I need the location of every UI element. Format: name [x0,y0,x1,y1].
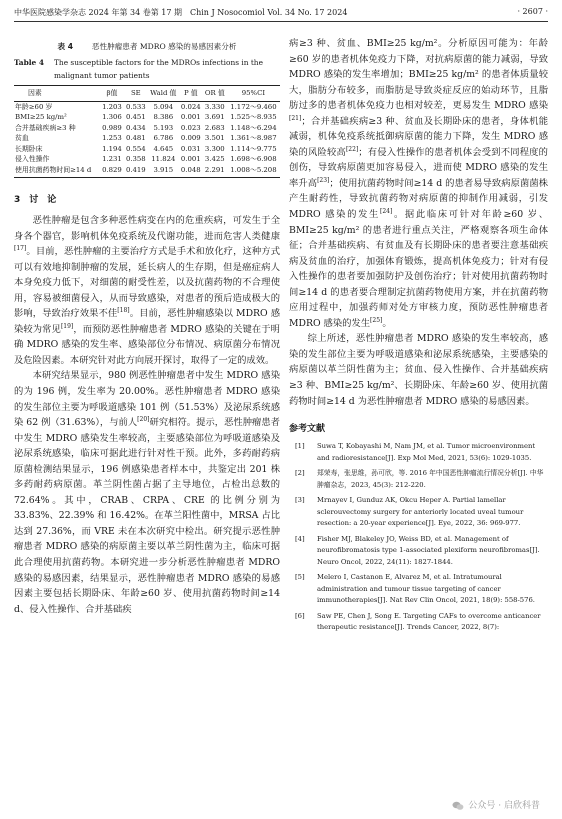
journal-citation: 中华医院感染学杂志 2024 年第 34 卷第 17 期 Chin J Nosocomiol Vol. 34 No. 17 2024 [14,8,348,17]
value-cell: 1.114～9.775 [230,144,277,153]
table-caption-cn [14,41,280,53]
value-cell: 3.425 [204,155,225,163]
header-rule [14,21,548,22]
reference-text: Suwa T, Kobayashi M, Nam JM, et al. Tumor microenvironment and radioresistance[J]. Exp Mol Med, 2021, 53(6): 1029-1035. [317,442,536,462]
factor-cell: 贫血 [15,134,29,142]
body-paragraph: 本研究结果显示，980 例恶性肿瘤患者中发生 MDRO 感染的为 196 例，发生率为 20.00%。恶性肿瘤患者 MDRO 感染的发生部位主要为呼吸道感染 101 例（51.53%）及泌尿系统感染 62 例（31.63%），与前人[20]研究相符。提示，恶性肿瘤患者中发生 MDRO 感染发生率较高，主要感染部位为呼吸道感染及泌尿系统感染，临床可据此进行针对性干预。此外，多药耐药病原菌检测结果显示，196 例感染患者样本中，共鉴定出 201 株多药耐药病原菌。革兰阴性菌占据了主导地位，占检出总数的 72.64%。其中，CRAB、CRPA、CRE 的比例分别为 33.83%、22.39% 和 16.42%。在革兰阳性菌中，MRSA 占比达到 27.36%，而 VRE 未在本次研究中检出。研究提示恶性肿瘤患者 MDRO 感染的病原菌主要以革兰阴性菌为主，临床可据此合理使用抗菌药物。本研究进一步分析恶性肿瘤患者 MDRO 感染的易感因素，结果显示，恶性肿瘤患者 MDRO 感染的易感因素主要包括长期卧床、年龄≥60 岁、使用抗菌药物时间≥14 d、侵入性操作、合并基础疾 [14,370,280,615]
value-cell: 1.231 [102,155,122,163]
value-cell: 0.001 [180,155,201,163]
col-header: P 值 [179,86,203,102]
body-paragraph: 恶性肿瘤是包含多种恶性病变在内的危重疾病，可发生于全身各个器官，影响机体免疫系统及代谢功能，进而危害人类健康[17]。目前，恶性肿瘤的主要治疗方式是手术和放化疗，这种方式可以有效地抑制肿瘤的发展，延长病人的生存期，但是癌症病人本身免疫力低下，对细菌的耐受性差，以及抗菌药物的不合理使用，容易被细菌侵入，从而导致感染，对患者的预后造成极大的影响，导致治疗效果不佳[18]。目前，恶性肿瘤感染以 MDRO 感染较为常见[19]，而预防恶性肿瘤患者 MDRO 感染的关键在于明确 MDRO 感染的发生率、感染部位分布情况、病原菌分布情况及危险因素。本研究针对此方向展开探讨，取得了一定的成效。 [14,215,280,366]
reference-number: [3] [295,496,305,505]
col-header: SE [124,86,148,102]
page-number: · 2607 · [517,7,548,16]
running-header [14,7,548,21]
reference-text: Melero I, Castanon E, Alvarez M, et al. Intratumoural administration and tumour tissue targeting of cancer immunotherapies[J]. Nat Rev Clin Oncol, 2021, 18(9): 558-576. [317,573,535,605]
value-cell: 2.291 [203,165,227,178]
table-row [14,101,280,112]
value-cell: 0.451 [125,113,146,121]
table-row [14,133,280,144]
watermark [452,798,540,811]
value-cell: 1.008～5.208 [227,165,280,178]
value-cell: 1.253 [102,134,122,142]
table-row [14,112,280,123]
reference-number: [2] [295,469,305,478]
value-cell: 1.361～8.987 [230,134,277,142]
reference-item [289,534,548,569]
value-cell: 6.786 [153,134,174,142]
value-cell: 0.031 [180,144,201,153]
reference-number: [6] [295,611,305,620]
factor-cell: BMI≥25 kg/m² [15,113,67,121]
table-title-cn: 恶性肿瘤患者 MDRO 感染的易感因素分析 [91,42,237,51]
value-cell: 1.203 [102,102,122,111]
col-header: 95%CI [227,86,280,102]
reference-number: [4] [295,534,305,543]
section-heading: 3 讨 论 [14,195,57,205]
watermark-text: 公众号 · 启欣科普 [468,801,540,811]
reference-text: 郑荣寿，张思维，孙可欣，等. 2016 年中国恶性肿瘤流行情况分析[J]. 中华肿瘤杂志，2023, 45(3): 212-220. [317,469,544,489]
table-row [14,165,280,178]
risk-factor-table [14,85,280,178]
value-cell: 2.683 [204,123,225,132]
value-cell: 0.554 [125,144,146,153]
value-cell: 3.915 [148,165,179,178]
value-cell: 1.698～6.908 [230,155,277,163]
col-header: 因素 [14,86,100,102]
table-body [14,101,280,178]
references-heading: 参考文献 [289,424,326,435]
reference-item [289,495,548,530]
value-cell: 0.533 [125,102,146,111]
table-number-cn: 表 4 [57,42,74,51]
wechat-icon [452,801,464,811]
value-cell: 8.386 [153,113,174,121]
reference-item [289,572,548,607]
value-cell: 11.824 [151,155,176,163]
reference-number: [5] [295,573,305,582]
reference-text: Fisher MJ, Blakeley JO, Weiss BD, et al. Management of neurofibromatosis type 1-associated plexiform neurofibromas[J]. Neuro Oncol, 2022, 24(11): 1827-1844. [317,534,540,566]
value-cell: 0.001 [180,113,201,121]
value-cell: 1.172～9.460 [230,102,277,111]
reference-item [289,441,548,464]
value-cell: 0.829 [100,165,124,178]
value-cell: 0.481 [125,134,146,142]
value-cell: 0.419 [124,165,148,178]
table-header-row [14,86,280,102]
reference-number: [1] [295,442,305,451]
value-cell: 5.094 [153,102,174,111]
value-cell: 3.501 [204,134,225,142]
value-cell: 0.009 [180,134,201,142]
value-cell: 3.691 [204,113,225,121]
left-column [14,36,280,617]
value-cell: 4.645 [153,144,174,153]
factor-cell: 侵入性操作 [15,155,50,163]
right-column [289,36,548,638]
value-cell: 1.148～6.294 [230,123,277,132]
value-cell: 1.525～8.935 [230,113,277,121]
reference-item [289,468,548,491]
value-cell: 0.024 [180,102,201,111]
factor-cell: 合并基础疾病≥3 种 [15,123,76,132]
value-cell: 5.193 [153,123,174,132]
value-cell: 0.358 [125,155,146,163]
factor-cell: 年龄≥60 岁 [15,102,53,111]
table-row [14,144,280,155]
col-header: Wald 值 [148,86,179,102]
reference-text: Saw PE, Chen J, Song E. Targeting CAFs to overcome anticancer therapeutic resistance[J]. Trends Cancer, 2022, 8(7): [317,611,541,632]
value-cell: 1.306 [102,113,122,121]
value-cell: 3.300 [204,144,225,153]
table-row [14,154,280,165]
value-cell: 0.048 [179,165,203,178]
factor-cell: 使用抗菌药物时间≥14 d [14,165,100,178]
table-row [14,123,280,134]
body-paragraph: 病≥3 种、贫血、BMI≥25 kg/m²。分析原因可能为：年龄≥60 岁的患者机体免疫力下降，对抗病原菌的能力减弱，导致 MDRO 感染的发生率增加；BMI≥25 kg/m² 的患者体质量较大，脂肪分布较多，而脂肪是导致炎症反应的始动环节，且脂肪过多的患者机体免疫力也相对较差，更易发生 MDRO 感染[21]；合并基础疾病≥3 种、贫血及长期卧床的患者，身体机能减弱，机体免疫系统抵御病原菌的能力下降，发生 MDRO 感染的风险较高[22]；有侵入性操作的患者机体会受到不同程度的创伤，导致病原菌更加容易侵入，进而使 MDRO 感染的发生率升高[23]；使用抗菌药物时间≥14 d 的患者易导致病原菌菌株产生耐药性，导致抗菌药物对病原菌的抑制作用减弱，引发 MDRO 感染的发生[24]。据此临床可针对年龄≥60 岁、BMI≥25 kg/m² 的患者进行重点关注，严格观察各项生命体征；合并基础疾病、有贫血及有长期卧床的患者要注意基础疾病及贫血的治疗，加强体育锻炼，提高机体免疫力；针对有侵入性操作的患者要加强防护及创伤治疗；针对使用抗菌药物时间≥14 d 的患者要合理制定抗菌药物使用方案，并在抗菌药物应用过程中，加强药师对处方审核力度，预防恶性肿瘤患者 MDRO 感染的发生[25]。 [289,38,548,329]
table-title-en: The susceptible factors for the MDROs infections in the malignant tumor patients [54,58,263,80]
table-number-en: Table 4 [14,58,44,67]
reference-text: Mrnayev I, Gunduz AK, Okcu Heper A. Partial lamellar sclerouvectomy surgery for anteriorly located uveal tumour resection: a 20-year experience[J]. Eye, 2022, 36: 969-977. [317,496,524,528]
col-header: β值 [100,86,124,102]
value-cell: 1.194 [102,144,122,153]
value-cell: 3.330 [204,102,225,111]
col-header: OR 值 [203,86,227,102]
factor-cell: 长期卧床 [15,144,43,153]
table-caption-en [14,57,280,82]
value-cell: 0.434 [125,123,146,132]
value-cell: 0.989 [102,123,122,132]
body-paragraph: 综上所述，恶性肿瘤患者 MDRO 感染的发生率较高，感染的发生部位主要为呼吸道感染和泌尿系统感染，主要感染的病原菌以革兰阴性菌为主；贫血、侵入性操作、合并基础疾病≥3 种、BMI≥25 kg/m²、长期卧床、年龄≥60 岁、使用抗菌药物时间≥14 d 为恶性肿瘤患者 MDRO 感染的易感因素。 [289,333,548,407]
reference-list [289,441,548,634]
reference-item [289,611,548,634]
value-cell: 0.023 [180,123,201,132]
